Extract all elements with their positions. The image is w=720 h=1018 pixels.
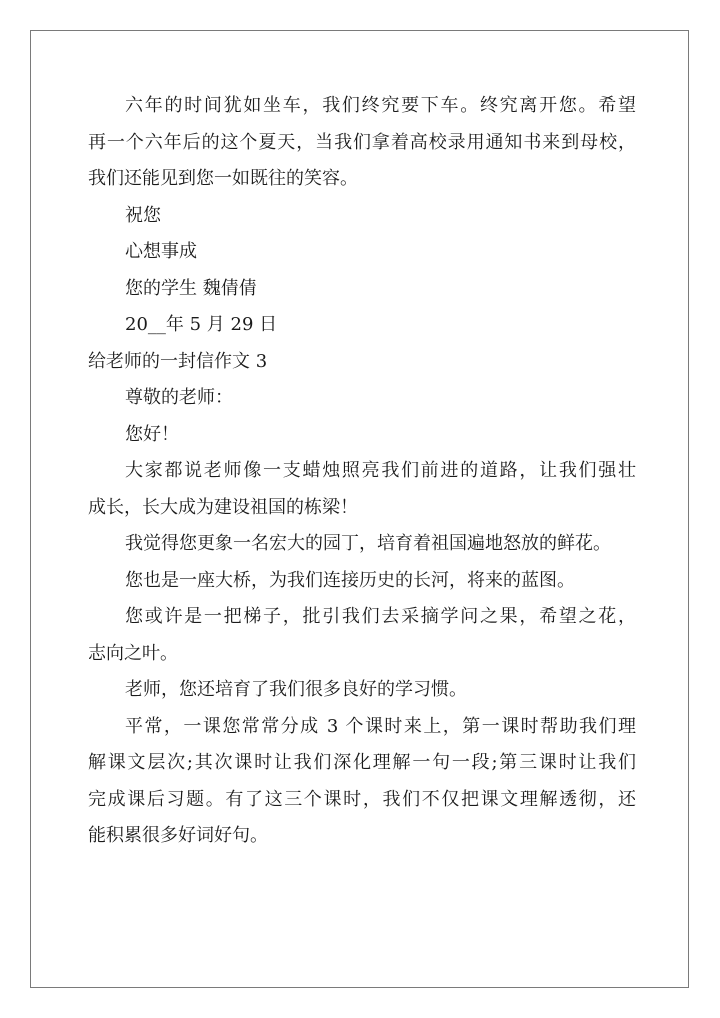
- closing-phrase: 心想事成: [125, 241, 197, 262]
- paragraph-gardener: 我觉得您更象一名宏大的园丁，培育着祖国遍地怒放的鲜花。: [125, 533, 611, 554]
- letter-date: 20__年 5 月 29 日: [125, 314, 278, 335]
- paragraph-bridge: 您也是一座大桥，为我们连接历史的长河，将来的蓝图。: [125, 569, 575, 591]
- text-line: 再一个六年后的这个夏天，当我们拿着高校录用通知书来到母校，: [88, 131, 636, 153]
- text-line: 能积累很多好词好句。: [88, 825, 268, 846]
- section-title: 给老师的一封信作文 3: [88, 350, 268, 372]
- text-line: 大家都说老师像一支蜡烛照亮我们前进的道路，让我们强壮: [125, 460, 636, 481]
- greeting: 您好！: [125, 423, 179, 445]
- text-line: 解课文层次;其次课时让我们深化理解一句一段;第三课时让我们: [88, 752, 636, 773]
- letter-body: [88, 88, 636, 855]
- paragraph-lessons: [88, 709, 636, 855]
- text-line: 成长，长大成为建设祖国的栋梁！: [88, 496, 358, 518]
- text-line: 平常，一课您常常分成 3 个课时来上，第一课时帮助我们理: [125, 715, 636, 737]
- salutation: 尊敬的老师：: [125, 387, 233, 408]
- paragraph-ladder: [88, 599, 636, 672]
- text-line: 我们还能见到您一如既往的笑容。: [88, 168, 358, 189]
- closing-wish: 祝您: [125, 204, 161, 226]
- paragraph-candle: [88, 453, 636, 526]
- text-line: 志向之叶。: [88, 642, 178, 664]
- text-line: 您或许是一把梯子，批引我们去采摘学问之果，希望之花，: [125, 606, 636, 627]
- paragraph-habits: 老师，您还培育了我们很多良好的学习惯。: [125, 679, 467, 700]
- text-line: 完成课后习题。有了这三个课时，我们不仅把课文理解透彻，还: [88, 788, 636, 810]
- text-line: 六年的时间犹如坐车，我们终究要下车。终究离开您。希望: [125, 95, 636, 116]
- paragraph-farewell: [88, 88, 636, 198]
- signature: 您的学生 魏倩倩: [125, 277, 257, 299]
